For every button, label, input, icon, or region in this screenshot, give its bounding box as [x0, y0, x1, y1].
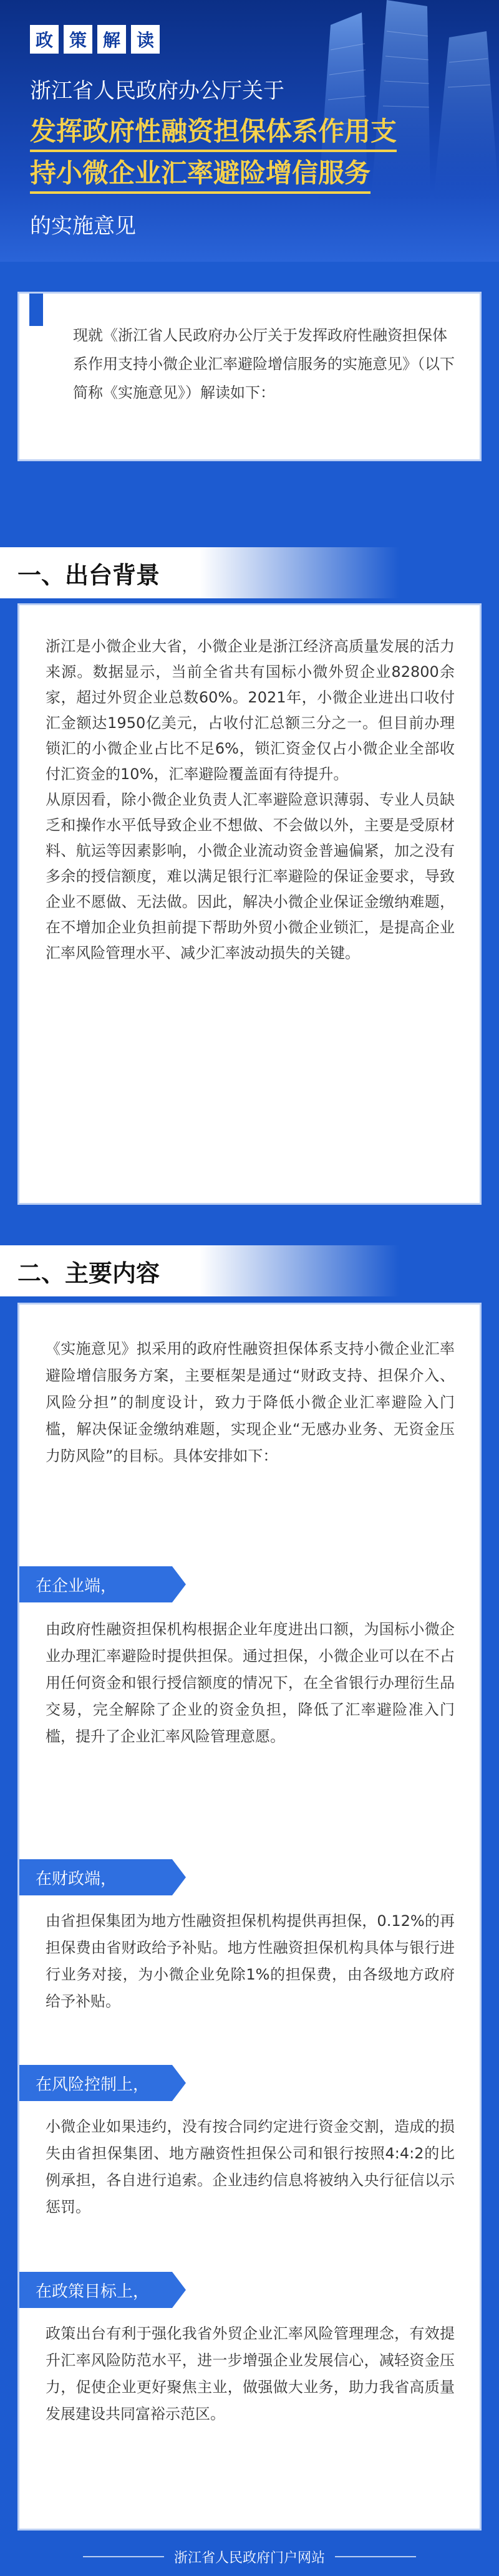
policy-interpretation-tags	[30, 25, 160, 54]
enterprise-text: 由政府性融资担保机构根据企业年度进出口额，为国标小微企业办理汇率避险时提供担保。通过担保，小微企业可以在不占用任何资金和银行授信额度的情况下，在全省银行办理衍生品交易，完全解除了企业的资金负担，降低了汇率避险准入门槛，提升了企业汇率风险管理意愿。	[46, 1621, 455, 1745]
title-line-1: 浙江省人民政府办公厅关于	[30, 79, 284, 103]
policy-goal-text: 政策出台有利于强化我省外贸企业汇率风险管理理念，有效提升汇率风险防范水平，进一步增强企业发展信心，减轻资金压力，促使企业更好聚焦主业，做强做大业务，助力我省高质量发展建设共同富裕示范区。	[46, 2325, 455, 2423]
main-content-card	[17, 1303, 482, 2531]
header-banner	[0, 0, 499, 262]
subheading-finance: 在财政端，	[19, 1859, 172, 1895]
section-title-background: 一、出台背景	[0, 547, 399, 598]
subheading-enterprise: 在企业端，	[19, 1566, 172, 1602]
footer-rule-right	[335, 2556, 416, 2557]
footer-source-text: 浙江省人民政府门户网站	[173, 2550, 325, 2566]
section-title-main-content: 二、主要内容	[0, 1245, 399, 1296]
title-line-3: 持小微企业汇率避险增信服务	[30, 153, 371, 194]
footer-rule-left	[83, 2556, 164, 2557]
tag-char: 解	[97, 25, 126, 54]
background-card	[17, 603, 482, 1205]
title-line-4: 的实施意见	[30, 214, 136, 239]
subheading-policy-goal: 在政策目标上，	[19, 2272, 172, 2308]
subheading-risk-control: 在风险控制上，	[19, 2065, 172, 2101]
background-body	[46, 634, 455, 966]
intro-accent-bar	[29, 294, 43, 326]
intro-text: 现就《浙江省人民政府办公厅关于发挥政府性融资担保体系作用支持小微企业汇率避险增信服务的实施意见》（以下简称《实施意见》）解读如下：	[73, 327, 455, 401]
tag-char: 策	[64, 25, 92, 54]
risk-control-text: 小微企业如果违约，没有按合同约定进行资金交割，造成的损失由省担保集团、地方融资性担保公司和银行按照4:4:2的比例承担，各自进行追索。企业违约信息将被纳入央行征信以示惩罚。	[46, 2118, 455, 2216]
background-paragraph-2: 从原因看，除小微企业负责人汇率避险意识薄弱、专业人员缺乏和操作水平低导致企业不想做、不会做以外，主要是受原材料、航运等因素影响，小微企业流动资金普遍偏紧，加之没有多余的授信额度，难以满足银行汇率避险的保证金要求，导致企业不愿做、无法做。因此，解决小微企业保证金缴纳难题，在不增加企业负担前提下帮助外贸小微企业锁汇，是提高企业汇率风险管理水平、减少汇率波动损失的关键。	[46, 791, 455, 962]
title-line-2: 发挥政府性融资担保体系作用支	[30, 111, 397, 152]
tag-char: 读	[131, 25, 160, 54]
tag-char: 政	[30, 25, 59, 54]
finance-text: 由省担保集团为地方性融资担保机构提供再担保，0.12%的再担保费由省财政给予补贴。地方性融资担保机构具体与银行进行业务对接，为小微企业免除1%的担保费，由各级地方政府给予补贴。	[46, 1912, 455, 2010]
main-intro-text: 《实施意见》拟采用的政府性融资担保体系支持小微企业汇率避险增信服务方案，主要框架是通过“财政支持、担保介入、风险分担”的制度设计，致力于降低小微企业汇率避险入门槛，解决保证金缴纳难题，实现企业“无感办业务、无资金压力防风险”的目标。具体安排如下：	[46, 1340, 455, 1465]
intro-card	[17, 292, 482, 461]
background-paragraph-1: 浙江是小微企业大省，小微企业是浙江经济高质量发展的活力来源。数据显示，当前全省共有国标小微外贸企业82800余家，超过外贸企业总数60%。2021年，小微企业进出口收付汇金额达1950亿美元，占收付汇总额三分之一。但目前办理锁汇的小微企业占比不足6%，锁汇资金仅占小微企业全部收付汇资金的10%，汇率避险覆盖面有待提升。	[46, 638, 455, 783]
footer	[0, 2544, 499, 2569]
